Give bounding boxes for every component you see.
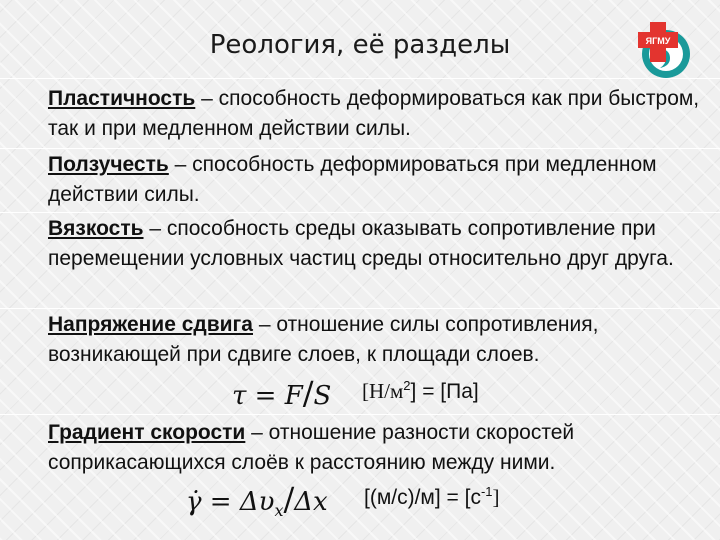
- formula-slash: /: [302, 374, 314, 412]
- formula-sub-x: x: [274, 501, 284, 521]
- unit-open: [Н/м: [362, 379, 404, 403]
- formula-force: F: [284, 381, 303, 411]
- divider: [0, 148, 720, 149]
- definition-shear-stress: [48, 310, 708, 370]
- definition-velocity-gradient-text: – отношение разности скоростей соприкасающихся слоёв к расстоянию между ними.: [48, 421, 575, 474]
- unit-text: [(м/с)/м] = [с: [364, 486, 481, 509]
- formula-shear-stress: [232, 374, 331, 412]
- formula-gamma-dot: γ̇: [186, 487, 202, 517]
- definition-velocity-gradient: [48, 418, 708, 478]
- formula-slash: /: [283, 480, 295, 518]
- unit-sup: 2: [403, 378, 411, 393]
- units-velocity-gradient: [364, 484, 500, 510]
- definition-plasticity: [48, 84, 708, 144]
- term-velocity-gradient: Градиент скорости: [48, 421, 246, 444]
- definition-viscosity: [48, 214, 708, 274]
- divider: [0, 414, 720, 415]
- formula-area: S: [313, 381, 332, 411]
- unit-close: ] = [Па]: [410, 380, 479, 403]
- formula-delta-x: Δx: [294, 487, 328, 517]
- formula-velocity-gradient: [186, 480, 328, 520]
- page-title: Реология, её разделы: [209, 30, 511, 60]
- definition-shear-stress-text: – отношение силы сопротивления, возникающей при сдвиге слоев, к площади слоев.: [48, 313, 599, 366]
- term-viscosity: Вязкость: [48, 217, 144, 240]
- formula-tau: τ: [232, 381, 247, 411]
- units-shear-stress: [362, 378, 479, 404]
- logo-text: ЯГМУ: [645, 36, 671, 46]
- term-shear-stress: Напряжение сдвига: [48, 313, 253, 336]
- term-plasticity: Пластичность: [48, 87, 196, 110]
- definition-creep: [48, 150, 708, 210]
- definition-plasticity-text: – способность деформироваться как при быстром, так и при медленном действии силы.: [48, 87, 700, 140]
- term-creep: Ползучесть: [48, 153, 169, 176]
- definition-creep-text: – способность деформироваться при медленном действии силы.: [48, 153, 657, 206]
- definition-viscosity-text: – способность среды оказывать сопротивление при перемещении условных частиц среды относительно друг друга.: [48, 217, 674, 270]
- formula-delta-v: Δυ: [239, 487, 275, 517]
- unit-close: ]: [492, 485, 500, 509]
- divider: [0, 212, 720, 213]
- formula-equals: =: [201, 487, 240, 517]
- formula-equals: =: [246, 381, 285, 411]
- divider: [0, 78, 720, 79]
- divider: [0, 308, 720, 309]
- university-logo: [632, 18, 696, 82]
- unit-sup: -1: [480, 484, 493, 499]
